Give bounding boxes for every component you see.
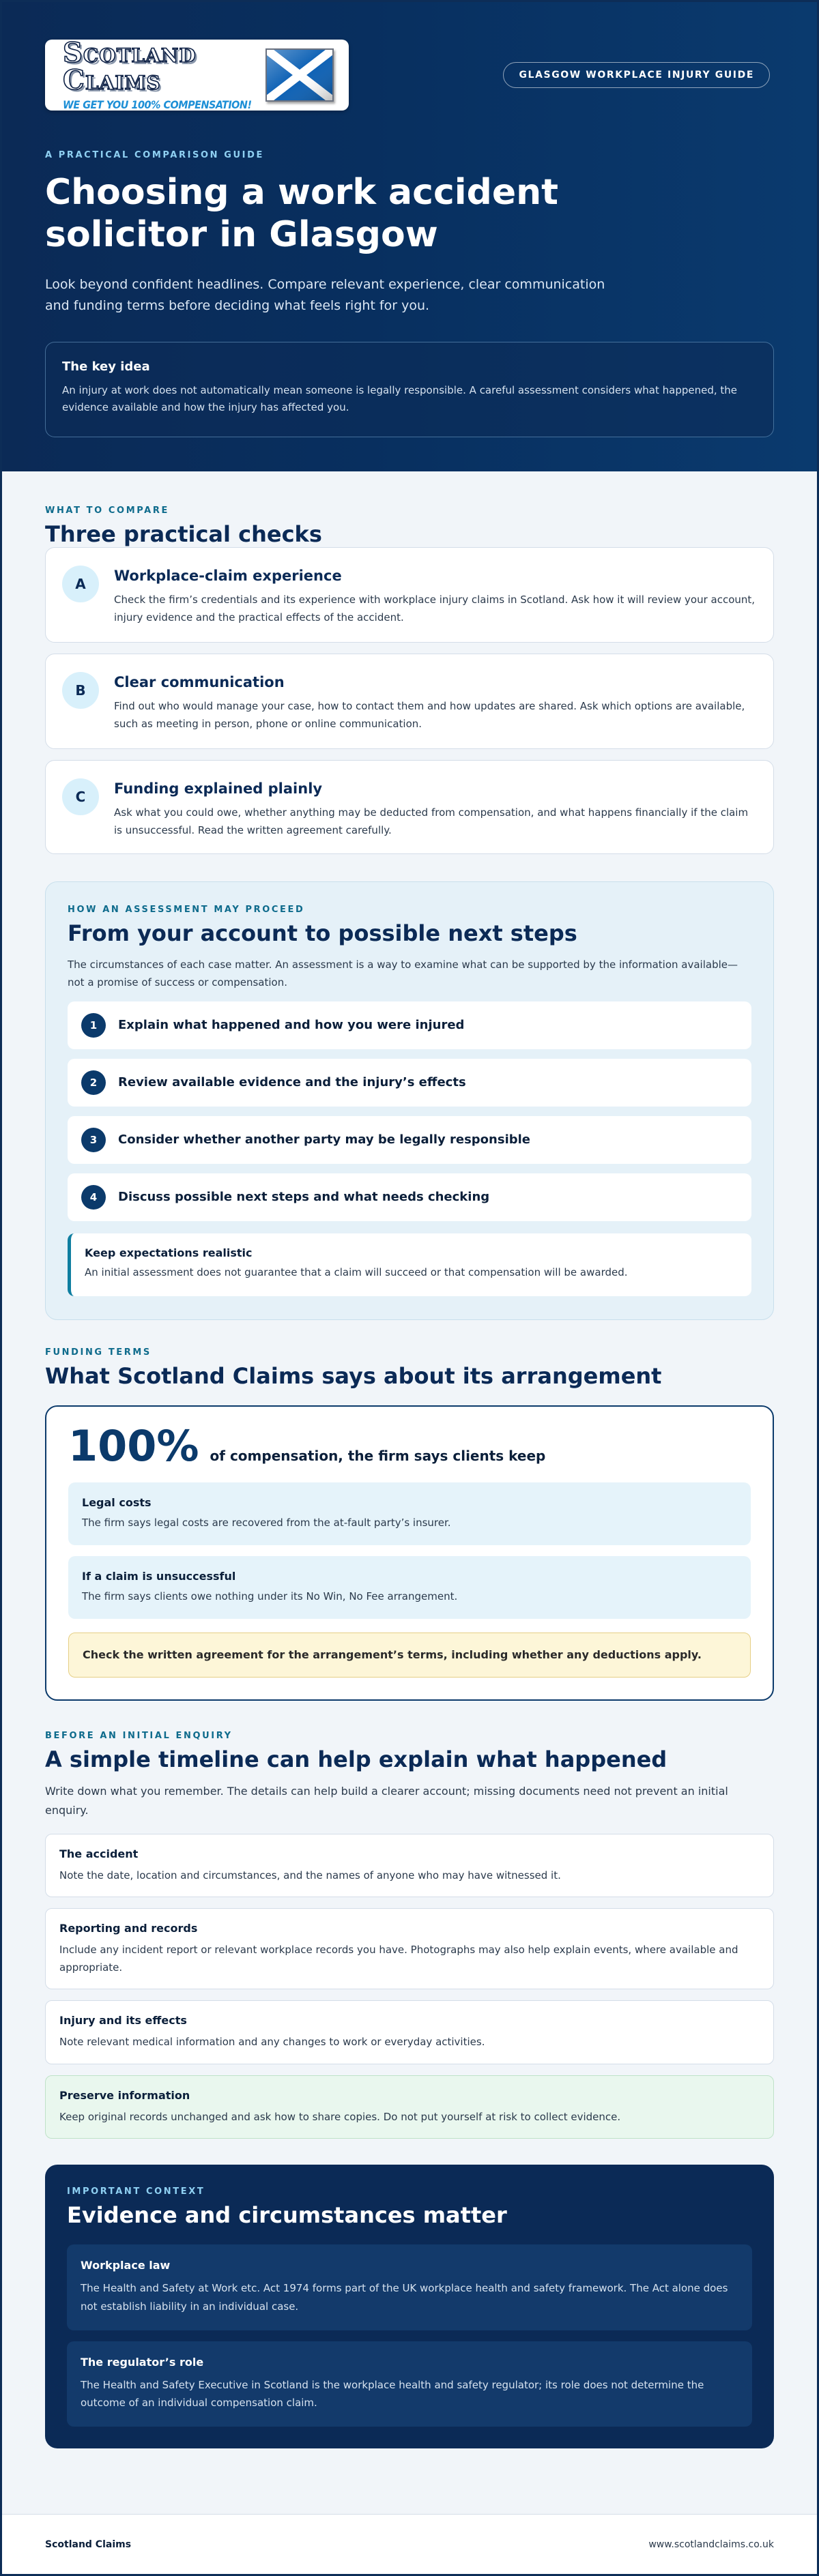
hero-top-bar — [45, 2, 774, 111]
step-label: Discuss possible next steps and what needs checking — [118, 1190, 490, 1204]
check-letter-badge: B — [62, 672, 99, 709]
context-title: Evidence and circumstances matter — [67, 2202, 507, 2229]
timeline-card-title: Injury and its effects — [59, 2014, 187, 2028]
funding-item — [68, 1556, 751, 1619]
compensation-caption: of compensation, the firm says clients keep — [210, 1447, 546, 1464]
timeline-section — [45, 1731, 774, 2139]
funding-section — [45, 1347, 774, 1701]
check-title: Clear communication — [114, 674, 285, 690]
timeline-card-body: Note relevant medical information and any changes to work or everyday activities. — [59, 2036, 485, 2049]
expectations-note — [68, 1233, 751, 1296]
check-card — [45, 760, 774, 854]
steps-list — [68, 1001, 751, 1221]
logo-title: Scotland Claims — [63, 36, 197, 96]
check-body: Ask what you could owe, whether anything may be deducted from compensation, and what happens financially if the claim is unsuccessful. Read the written agreement carefully. — [114, 806, 749, 836]
timeline-card-title: Reporting and records — [59, 1922, 198, 1935]
logo[interactable] — [45, 36, 349, 111]
note-body: An initial assessment does not guarantee that a claim will succeed or that compensation will be awarded. — [85, 1265, 628, 1278]
checks-title: Three practical checks — [45, 521, 322, 547]
note-title: Keep expectations realistic — [85, 1246, 253, 1259]
funding-item — [68, 1482, 751, 1545]
funding-eyebrow: FUNDING TERMS — [45, 1347, 152, 1358]
main-content — [2, 471, 817, 2448]
timeline-card — [45, 2000, 774, 2064]
timeline-title: A simple timeline can help explain what happened — [45, 1746, 667, 1772]
key-idea-box — [45, 342, 774, 437]
check-card — [45, 547, 774, 643]
check-letter-badge: A — [62, 566, 99, 602]
step-label: Explain what happened and how you were injured — [118, 1018, 465, 1032]
footer — [2, 2514, 817, 2574]
context-section — [45, 2165, 774, 2448]
logo-text — [63, 36, 265, 111]
footer-website-link[interactable]: www.scotlandclaims.co.uk — [648, 2538, 774, 2550]
funding-item-body: The firm says clients owe nothing under its No Win, No Fee arrangement. — [82, 1590, 458, 1602]
step-item — [68, 1001, 751, 1049]
check-title: Funding explained plainly — [114, 780, 323, 797]
context-item — [67, 2244, 752, 2330]
funding-item-title: If a claim is unsuccessful — [82, 1569, 236, 1583]
step-item — [68, 1059, 751, 1107]
step-item — [68, 1116, 751, 1164]
agreement-warning: Check the written agreement for the arrangement’s terms, including whether any deductions apply. — [68, 1633, 751, 1678]
timeline-card-body: Include any incident report or relevant workplace records you have. Photographs may also help explain events, where available and appropriate. — [59, 1944, 738, 1974]
check-text — [114, 778, 756, 839]
timeline-card — [45, 1908, 774, 1989]
step-label: Consider whether another party may be legally responsible — [118, 1132, 531, 1147]
context-item-body: The Health and Safety Executive in Scotland is the workplace health and safety regulator; its role does not determine the outcome of an individual compensation claim. — [81, 2378, 704, 2410]
assessment-section — [45, 881, 774, 1320]
step-number-badge: 1 — [81, 1013, 106, 1038]
timeline-card-title: The accident — [59, 1847, 139, 1860]
compensation-percent: 100% — [68, 1420, 199, 1471]
funding-card — [45, 1405, 774, 1701]
key-idea-body: An injury at work does not automatically mean someone is legally responsible. A careful assessment considers what happened, the evidence available and how the injury has affected you. — [62, 383, 738, 414]
step-number-badge: 3 — [81, 1128, 106, 1152]
page-title: Choosing a work accident solicitor in Glasgow — [45, 172, 558, 256]
compensation-highlight — [68, 1422, 751, 1470]
timeline-card-body: Note the date, location and circumstances, and the names of anyone who may have witnessed it. — [59, 1869, 561, 1882]
step-number-badge: 2 — [81, 1070, 106, 1095]
step-number-badge: 4 — [81, 1185, 106, 1210]
funding-item-body: The firm says legal costs are recovered from the at-fault party’s insurer. — [82, 1516, 451, 1529]
assessment-intro: The circumstances of each case matter. An assessment is a way to examine what can be supported by the information available—not a promise of success or compensation. — [68, 958, 738, 989]
check-text — [114, 672, 756, 733]
funding-item-title: Legal costs — [82, 1495, 152, 1509]
timeline-intro: Write down what you remember. The details can help build a clearer account; missing documents need not prevent an initial enquiry. — [45, 1784, 728, 1817]
key-idea-title: The key idea — [62, 359, 150, 374]
check-body: Find out who would manage your case, how to contact them and how updates are shared. Ask which options are available, such as meeting in person, phone or online communication. — [114, 700, 745, 730]
logo-tagline: WE GET YOU 100% COMPENSATION! — [63, 98, 252, 111]
preserve-information-card — [45, 2075, 774, 2139]
context-eyebrow: IMPORTANT CONTEXT — [67, 2186, 205, 2197]
funding-title: What Scotland Claims says about its arrangement — [45, 1362, 662, 1389]
footer-brand: Scotland Claims — [45, 2538, 132, 2550]
context-item-body: The Health and Safety at Work etc. Act 1974 forms part of the UK workplace health and safety framework. The Act alone does not establish liability in an individual case. — [81, 2282, 728, 2313]
context-item — [67, 2341, 752, 2427]
step-label: Review available evidence and the injury’s effects — [118, 1075, 466, 1089]
assessment-title: From your account to possible next steps — [68, 920, 577, 946]
check-card — [45, 654, 774, 749]
check-letter-badge: C — [62, 778, 99, 815]
timeline-card — [45, 1834, 774, 1898]
check-text — [114, 566, 756, 626]
context-item-title: Workplace law — [81, 2259, 171, 2272]
scottish-saltire-flag-icon — [265, 48, 334, 102]
context-item-title: The regulator’s role — [81, 2355, 204, 2369]
guide-nav-pill[interactable]: GLASGOW WORKPLACE INJURY GUIDE — [503, 62, 770, 88]
hero-section — [2, 2, 817, 471]
hero-eyebrow: A PRACTICAL COMPARISON GUIDE — [45, 150, 264, 160]
checks-eyebrow: WHAT TO COMPARE — [45, 506, 169, 516]
assessment-eyebrow: HOW AN ASSESSMENT MAY PROCEED — [68, 905, 305, 915]
preserve-body: Keep original records unchanged and ask how to share copies. Do not put yourself at risk to collect evidence. — [59, 2110, 621, 2123]
step-item — [68, 1173, 751, 1221]
check-title: Workplace-claim experience — [114, 568, 342, 584]
timeline-eyebrow: BEFORE AN INITIAL ENQUIRY — [45, 1730, 233, 1741]
preserve-title: Preserve information — [59, 2088, 190, 2102]
hero-lede: Look beyond confident headlines. Compare relevant experience, clear communication and funding terms before deciding what feels right for you. — [45, 276, 605, 314]
check-body: Check the firm’s credentials and its experience with workplace injury claims in Scotland. Ask how it will review your account, injury evidence and the practical effects of the accident. — [114, 594, 756, 624]
checks-section — [45, 471, 774, 854]
